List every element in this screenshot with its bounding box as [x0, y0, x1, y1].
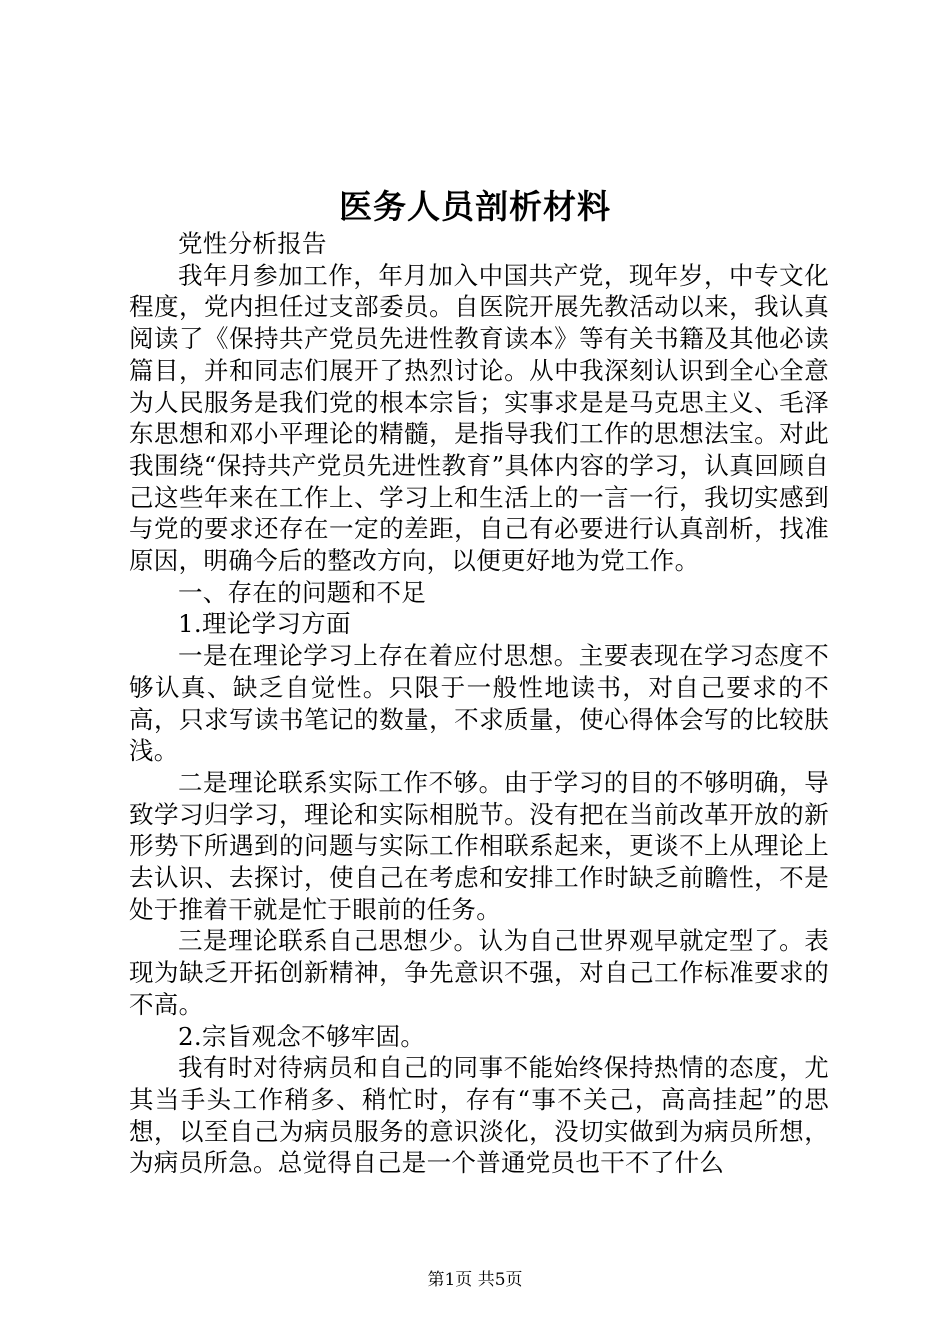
paragraph-introduction: 我年月参加工作，年月加入中国共产党，现年岁，中专文化程度，党内担任过支部委员。自医院开展先教活动以来，我认真阅读了《保持共产党员先进性教育读本》等有关书籍及其他必读篇目，并和同志们展开了热烈讨论。从中我深刻认识到全心全意为人民服务是我们党的根本宗旨；实事求是是马克思主义、毛泽东思想和邓小平理论的精髓，是指导我们工作的思想法宝。对此我围绕“保持共产党员先进性教育”具体内容的学习，认真回顾自己这些年来在工作上、学习上和生活上的一言一行，我切实感到与党的要求还存在一定的差距，自己有必要进行认真剖析，找准原因，明确今后的整改方向，以便更好地为党工作。: [129, 260, 829, 576]
page-footer: 第1页 共5页: [427, 1270, 523, 1290]
paragraph-point-two: 二是理论联系实际工作不够。由于学习的目的不够明确，导致学习归学习，理论和实际相脱节。没有把在当前改革开放的新形势下所遇到的问题与实际工作相联系起来，更谈不上从理论上去认识、去探讨，使自己在考虑和安排工作时缺乏前瞻性，不是处于推着干就是忙于眼前的任务。: [129, 767, 829, 924]
paragraph-point-three: 三是理论联系自己思想少。认为自己世界观早就定型了。表现为缺乏开拓创新精神，争先意识不强，对自己工作标准要求的不高。: [129, 926, 829, 1019]
section-heading-problems: 一、存在的问题和不足: [178, 577, 426, 607]
document-body: [129, 228, 829, 1179]
subsection-heading-theory-study: 1.理论学习方面: [178, 609, 351, 639]
paragraph-point-one: 一是在理论学习上存在着应付思想。主要表现在学习态度不够认真、缺乏自觉性。只限于一般性地读书，对自己要求的不高，只求写读书笔记的数量，不求质量，使心得体会写的比较肤浅。: [129, 641, 829, 766]
subsection-heading-purpose: 2.宗旨观念不够牢固。: [178, 1021, 426, 1051]
paragraph-purpose-detail: 我有时对待病员和自己的同事不能始终保持热情的态度，尤其当手头工作稍多、稍忙时，存有“事不关己，高高挂起”的思想，以至自己为病员服务的意识淡化，没切实做到为病员所想，为病员所急。总觉得自己是一个普通党员也干不了什么: [129, 1053, 829, 1178]
paragraph-report-heading: 党性分析报告: [178, 229, 327, 258]
document-title: 医务人员剖析材料: [339, 187, 611, 226]
